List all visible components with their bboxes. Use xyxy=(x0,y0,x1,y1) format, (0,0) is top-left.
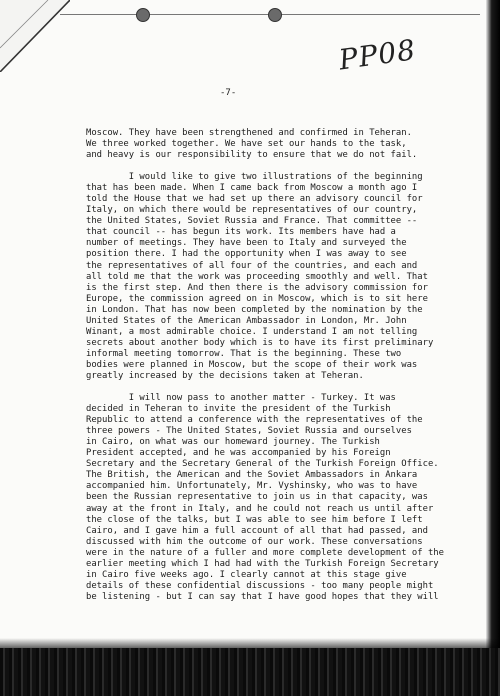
text-line: in Cairo five weeks ago. I clearly cannot at this stage give xyxy=(86,569,407,580)
scan-shadow-bottom xyxy=(0,638,500,648)
text-line: all told me that the work was proceeding smoothly and well. That xyxy=(86,271,428,282)
text-line: Republic to attend a conference with the representatives of the xyxy=(86,415,423,426)
text-line: United States of the American Ambassador in London, Mr. John xyxy=(86,315,407,326)
text-line: informal meeting tomorrow. That is the beginning. These two xyxy=(86,348,402,359)
text-line: been the Russian representative to join us in that capacity, was xyxy=(86,492,428,503)
text-line: the United States, Soviet Russia and France. That committee -- xyxy=(86,216,418,227)
text-line: Moscow. They have been strengthened and confirmed in Teheran. xyxy=(86,128,412,138)
text-line: the close of the talks, but I was able to see him before I left xyxy=(86,514,423,525)
scan-edge-bottom xyxy=(0,648,500,696)
text-line: earlier meeting which I had had with the Turkish Foreign Secretary xyxy=(86,558,439,569)
text-line: greatly increased by the decisions taken at Teheran. xyxy=(86,370,364,381)
text-line: that council -- has begun its work. Its members have had a xyxy=(86,227,396,238)
punch-hole-left xyxy=(136,8,150,22)
paragraph-gap xyxy=(86,382,422,393)
text-line: Italy, on which there would be representatives of our country, xyxy=(86,205,418,216)
archive-stamp: PP08 xyxy=(336,33,418,77)
text-line: the representatives of all four of the countries, and each and xyxy=(86,260,418,271)
text-line: three powers - The United States, Soviet Russia and ourselves xyxy=(86,426,412,437)
text-line: in Cairo, on what was our homeward journey. The Turkish xyxy=(86,437,380,448)
text-line: I will now pass to another matter - Turkey. It was xyxy=(86,393,396,404)
text-line: details of these confidential discussions - too many people might xyxy=(86,580,434,591)
text-line: and heavy is our responsibility to ensure that we do not fail. xyxy=(86,150,418,161)
text-line: be listening - but I can say that I have good hopes that they will xyxy=(86,591,439,602)
folded-corner xyxy=(0,0,70,72)
text-line: Europe, the commission agreed on in Moscow, which is to sit here xyxy=(86,293,428,304)
text-line: discussed with him the outcome of our work. These conversations xyxy=(86,536,423,547)
text-line: decided in Teheran to invite the president of the Turkish xyxy=(86,404,391,415)
text-line: number of meetings. They have been to Italy and surveyed the xyxy=(86,238,407,249)
text-line: President accepted, and he was accompanied by his Foreign xyxy=(86,448,391,459)
text-line: The British, the American and the Soviet Ambassadors in Ankara xyxy=(86,470,418,481)
text-line: Winant, a most admirable choice. I understand I am not telling xyxy=(86,326,418,337)
paragraph-gap xyxy=(86,161,422,172)
page-number: -7- xyxy=(220,88,237,98)
text-line: I would like to give two illustrations of the beginning xyxy=(86,172,423,183)
text-line: were in the nature of a fuller and more complete development of the xyxy=(86,547,444,558)
scan-edge-right xyxy=(486,0,500,696)
text-line: is the first step. And then there is the advisory commission for xyxy=(86,282,428,293)
document-body xyxy=(86,128,444,603)
text-line: bodies were planned in Moscow, but the scope of their work was xyxy=(86,359,418,370)
text-line: position there. I had the opportunity when I was away to see xyxy=(86,249,407,260)
text-line: told the House that we had set up there an advisory council for xyxy=(86,194,423,205)
text-line: Cairo, and I gave him a full account of all that had passed, and xyxy=(86,525,428,536)
text-line: We three worked together. We have set our hands to the task, xyxy=(86,139,407,150)
text-line: Secretary and the Secretary General of the Turkish Foreign Office. xyxy=(86,459,439,470)
text-line: accompanied him. Unfortunately, Mr. Vyshinsky, who was to have xyxy=(86,481,418,492)
text-line: in London. That has now been completed by the nomination by the xyxy=(86,304,423,315)
text-line: away at the front in Italy, and he could not reach us until after xyxy=(86,503,434,514)
text-line: that has been made. When I came back from Moscow a month ago I xyxy=(86,183,418,194)
text-line: secrets about another body which is to have its first preliminary xyxy=(86,337,434,348)
punch-hole-right xyxy=(268,8,282,22)
